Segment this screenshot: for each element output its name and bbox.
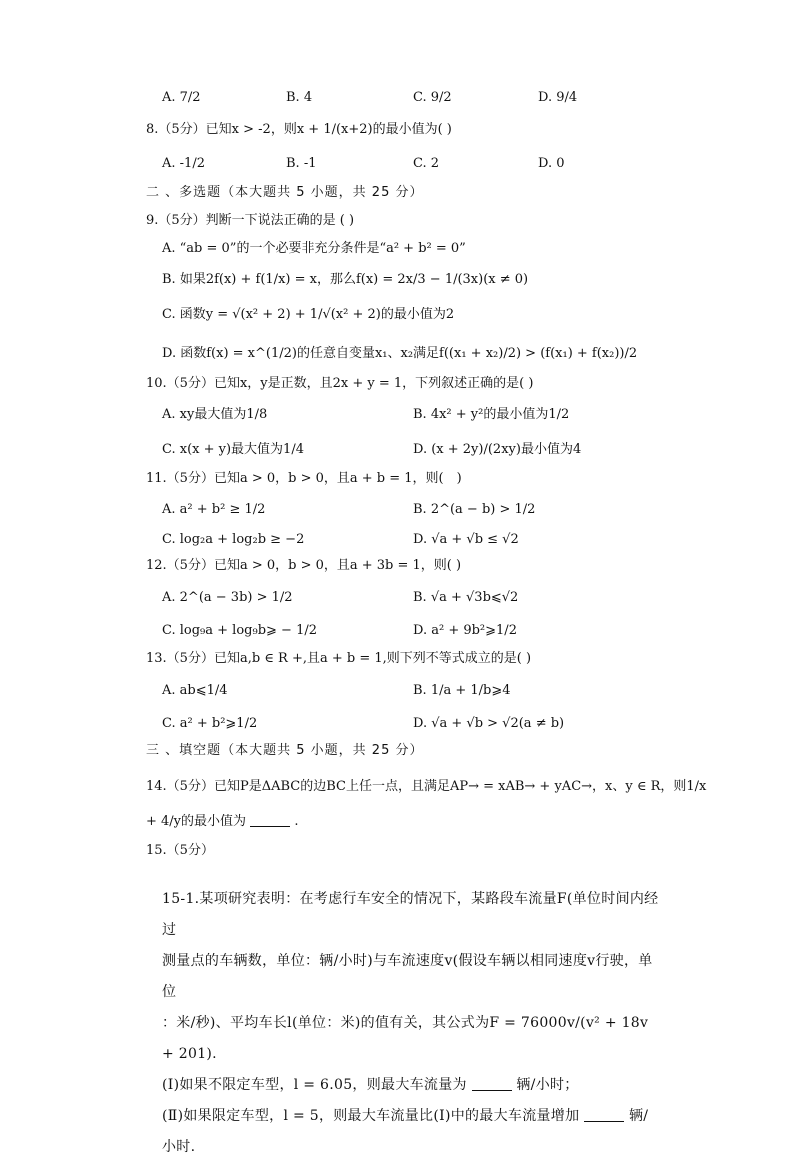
q7-option-b: B. 4 — [286, 90, 313, 105]
q11-option-c: C. log₂a + log₂b ≥ −2 — [162, 532, 305, 547]
q7-option-d: D. 9/4 — [538, 90, 578, 105]
q12-stem: 12.（5分）已知a > 0，b > 0，且a + 3b = 1，则( ) — [146, 558, 462, 573]
q12-option-c: C. log₉a + log₉b⩾ − 1/2 — [162, 623, 317, 638]
q15-part2-blank[interactable] — [584, 1107, 624, 1122]
q14-answer-blank[interactable] — [250, 812, 290, 827]
q8-stem: 8.（5分）已知x > -2，则x + 1/(x+2)的最小值为( ) — [146, 122, 452, 137]
q8-option-a: A. -1/2 — [162, 156, 205, 171]
section-2-heading: 二 、多选题（本大题共 5 小题，共 25 分） — [146, 185, 424, 200]
q7-option-c: C. 9/2 — [413, 90, 452, 105]
section-3-heading: 三 、填空题（本大题共 5 小题，共 25 分） — [146, 743, 424, 758]
q10-option-b: B. 4x² + y²的最小值为1/2 — [413, 407, 570, 422]
q13-option-d: D. √a + √b > √2(a ≠ b) — [413, 716, 565, 731]
q9-option-c: C. 函数y = √(x² + 2) + 1/√(x² + 2)的最小值为2 — [162, 307, 455, 322]
q9-option-b: B. 如果2f(x) + f(1/x) = x，那么f(x) = 2x/3 − 1/(3x)(x ≠ 0) — [162, 272, 529, 287]
q12-option-d: D. a² + 9b²⩾1/2 — [413, 623, 517, 638]
q15-part2 — [162, 1101, 662, 1132]
q13-stem: 13.（5分）已知a,b ∈ R +,且a + b = 1,则下列不等式成立的是( ) — [146, 651, 532, 666]
q15-stem: 15.（5分） — [146, 843, 214, 858]
q14-stem-line2 — [146, 812, 298, 832]
q15-part1-unit: 辆/小时； — [516, 1077, 579, 1093]
q14-stem-line1: 14.（5分）已知P是ΔABC的边BC上任一点，且满足AP→ = xAB→ + yAC→，x、y ∈ R，则1/x — [146, 779, 707, 794]
q15-passage — [162, 884, 662, 1163]
q12-option-b: B. √a + √3b⩽√2 — [413, 590, 519, 605]
q9-option-a: A. “ab = 0”的一个必要非充分条件是“a² + b² = 0” — [162, 241, 466, 256]
q11-option-a: A. a² + b² ≥ 1/2 — [162, 502, 266, 517]
q15-part1-text: (Ⅰ)如果不限定车型，l = 6.05，则最大车流量为 — [162, 1077, 467, 1093]
q13-option-b: B. 1/a + 1/b⩾4 — [413, 683, 511, 698]
q15-passage-line1: 15-1.某项研究表明：在考虑行车安全的情况下，某路段车流量F(单位时间内经过 — [162, 891, 659, 938]
q13-option-c: C. a² + b²⩾1/2 — [162, 716, 258, 731]
q15-passage-line2: 测量点的车辆数，单位：辆/小时)与车流速度v(假设车辆以相同速度v行驶，单位 — [162, 953, 653, 1000]
q10-option-d: D. (x + 2y)/(2xy)最小值为4 — [413, 442, 582, 457]
q15-part2-text: (Ⅱ)如果限定车型，l = 5，则最大车流量比(Ⅰ)中的最大车流量增加 — [162, 1108, 580, 1124]
q15-part2-cont: 小时. — [162, 1139, 196, 1155]
q15-part2-unit: 辆/ — [628, 1108, 649, 1124]
q12-option-a: A. 2^(a − 3b) > 1/2 — [162, 590, 293, 605]
q14-stem-text: + 4/y的最小值为 — [146, 814, 247, 829]
q10-option-a: A. xy最大值为1/8 — [162, 407, 268, 422]
q13-option-a: A. ab⩽1/4 — [162, 683, 228, 698]
q8-option-d: D. 0 — [538, 156, 565, 171]
q11-stem: 11.（5分）已知a > 0，b > 0，且a + b = 1，则( ) — [146, 471, 462, 486]
q9-option-d: D. 函数f(x) = x^(1/2)的任意自变量x₁、x₂满足f((x₁ + x₂)/2) > (f(x₁) + f(x₂))/2 — [162, 346, 638, 361]
q8-option-c: C. 2 — [413, 156, 440, 171]
q15-part1 — [162, 1070, 662, 1101]
q15-passage-line3: ：米/秒)、平均车长l(单位：米)的值有关，其公式为F = 76000v/(v² + 18v + 201). — [162, 1015, 649, 1062]
q11-option-d: D. √a + √b ≤ √2 — [413, 532, 519, 547]
q8-option-b: B. -1 — [286, 156, 317, 171]
q10-option-c: C. x(x + y)最大值为1/4 — [162, 442, 304, 457]
q9-stem: 9.（5分）判断一下说法正确的是 ( ) — [146, 213, 355, 228]
q11-option-b: B. 2^(a − b) > 1/2 — [413, 502, 536, 517]
q14-stem-end: . — [294, 814, 299, 829]
q15-part1-blank[interactable] — [472, 1076, 512, 1091]
q7-option-a: A. 7/2 — [162, 90, 201, 105]
q10-stem: 10.（5分）已知x，y是正数，且2x + y = 1，下列叙述正确的是( ) — [146, 376, 534, 391]
